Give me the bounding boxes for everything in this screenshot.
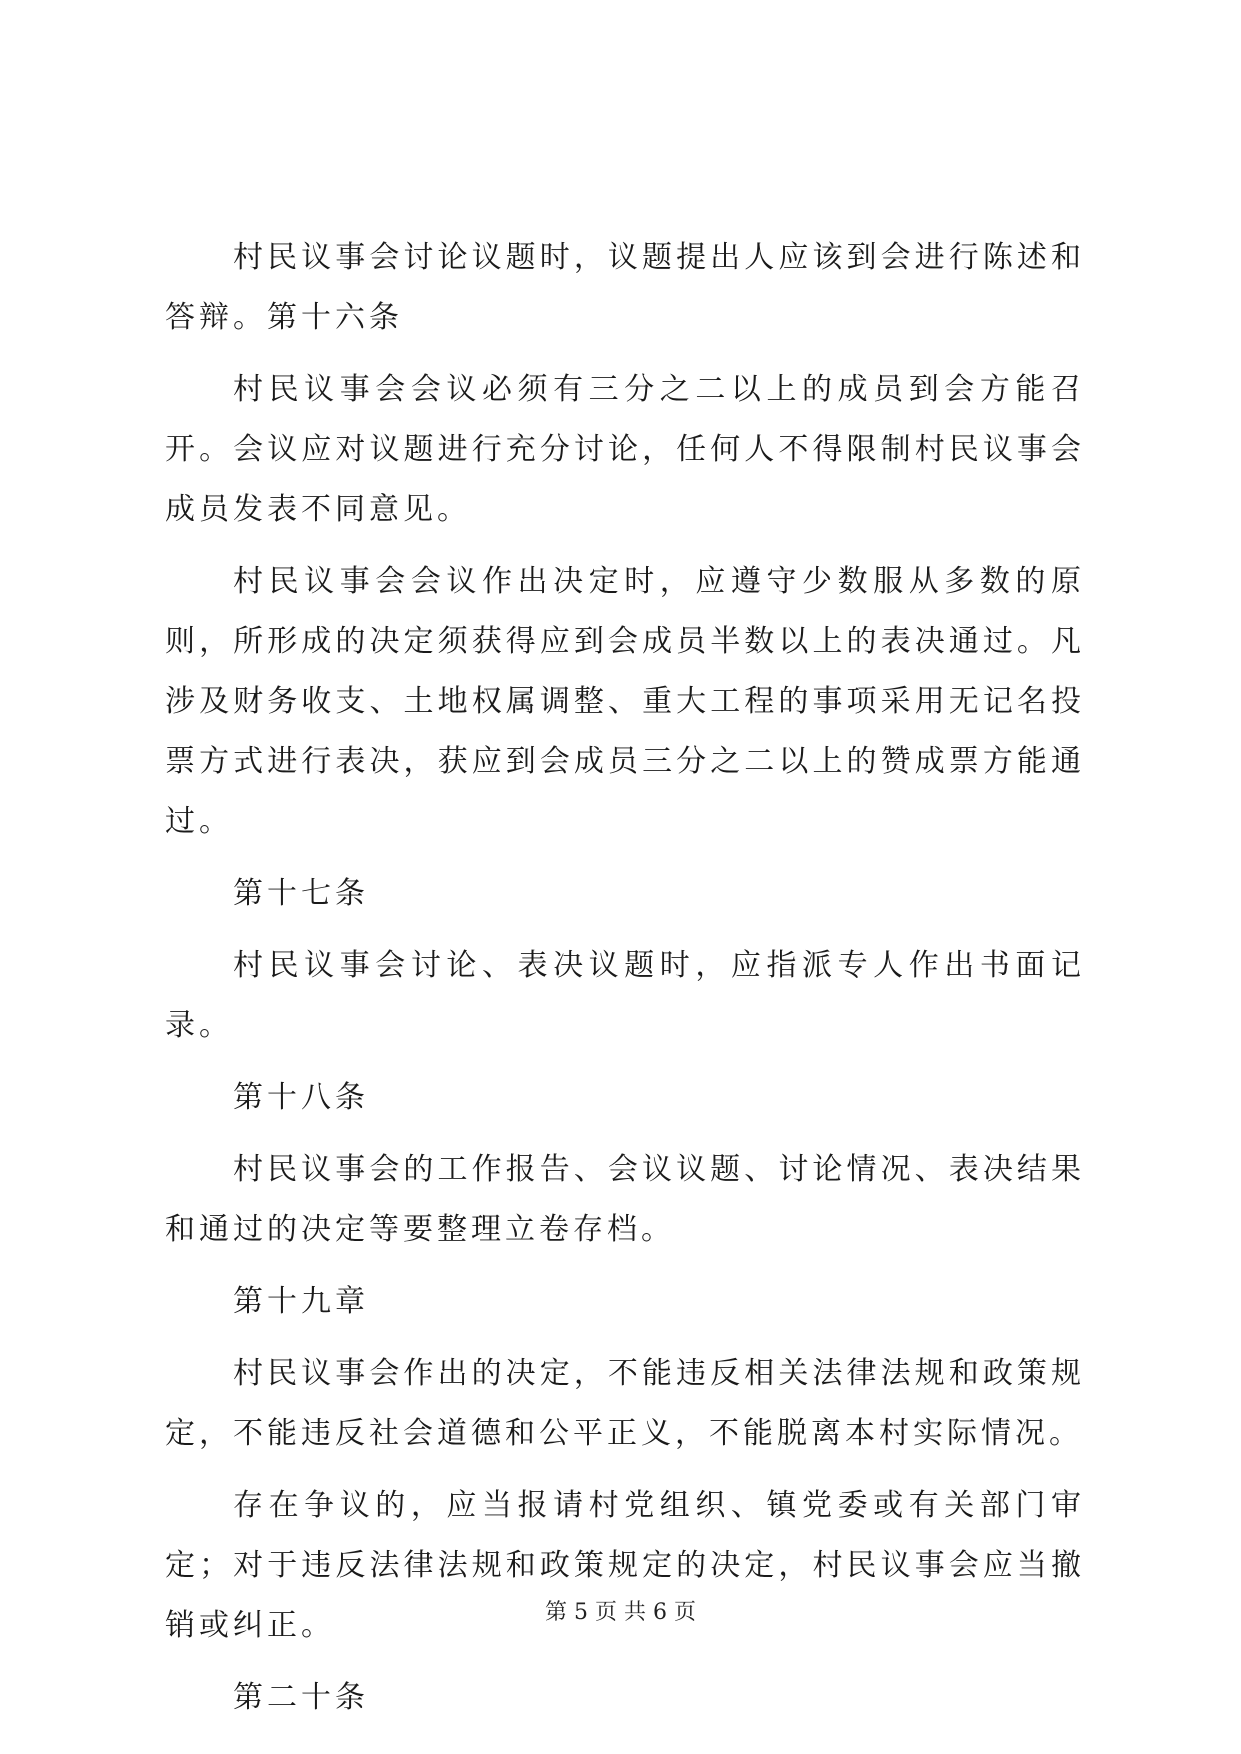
paragraph: 存在争议的，应当报请村党组织、镇党委或有关部门审定；对于违反法律法规和政策规定的决定，村民议事会应当撤销或纠正。 [165,1488,1085,1643]
document-body [165,228,1085,1740]
paragraph: 村民议事会作出的决定，不能违反相关法律法规和政策规定，不能违反社会道德和公平正义，不能脱离本村实际情况。 [165,1356,1085,1451]
article-heading: 第十八条 [233,1080,369,1115]
article-heading: 第二十条 [233,1680,369,1715]
paragraph: 村民议事会会议作出决定时，应遵守少数服从多数的原则，所形成的决定须获得应到会成员半数以上的表决通过。凡涉及财务收支、土地权属调整、重大工程的事项采用无记名投票方式进行表决，获应到会成员三分之二以上的赞成票方能通过。 [165,564,1085,839]
page-number-label: 第 5 页 共 6 页 [545,1600,696,1625]
paragraph: 村民议事会讨论议题时，议题提出人应该到会进行陈述和答辩。第十六条 [165,240,1085,335]
article-heading: 第十九章 [233,1284,369,1319]
page-footer [0,1598,1241,1628]
paragraph: 村民议事会讨论、表决议题时，应指派专人作出书面记录。 [165,948,1085,1043]
paragraph: 村民议事会会议必须有三分之二以上的成员到会方能召开。会议应对议题进行充分讨论，任何人不得限制村民议事会成员发表不同意见。 [165,372,1085,527]
article-heading: 第十七条 [233,876,369,911]
paragraph: 村民议事会的工作报告、会议议题、讨论情况、表决结果和通过的决定等要整理立卷存档。 [165,1152,1085,1247]
